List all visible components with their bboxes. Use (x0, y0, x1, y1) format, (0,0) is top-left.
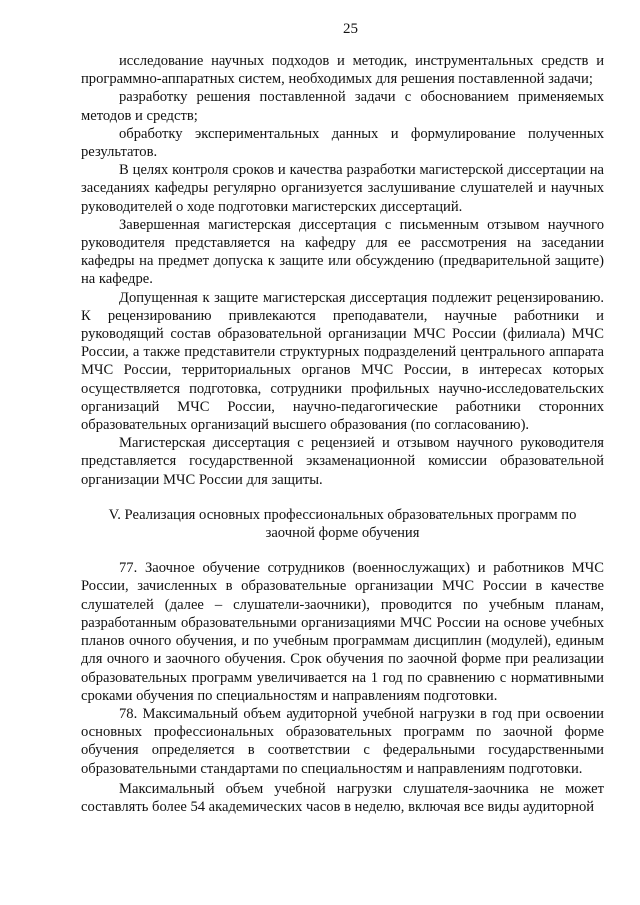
paragraph-data-processing: обработку экспериментальных данных и формулирование полученных результатов. (81, 125, 604, 161)
paragraph-defense-submission: Магистерская диссертация с рецензией и отзывом научного руководителя представляется государственной экзаменационной комиссии образовательной организации МЧС России для защиты. (81, 435, 604, 488)
page-number: 25 (343, 21, 358, 37)
section-heading: V. Реализация основных профессиональных образовательных программ по заочной форме обучения (108, 506, 577, 542)
paragraph-research: исследование научных подходов и методик, инструментальных средств и программно-аппаратных систем, необходимых для решения поставленной задачи; (81, 53, 604, 88)
body-text (81, 52, 604, 489)
paragraph-77: 77. Заочное обучение сотрудников (военнослужащих) и работников МЧС России, зачисленных в образовательные организации МЧС России в качестве слушателей (далее – слушатели-заочники), проводится по учебным планам, разработанным образовательными организациями МЧС России на основе учебных планов очного обучения, и по учебным программам дисциплин (модулей), единым для очного и заочного обучения. Срок обучения по заочной форме при реализации образовательных программ увеличивается на 1 год по сравнению с нормативными сроками обучения по специальностям и направлениям подготовки. (81, 560, 604, 704)
section-body (81, 559, 604, 816)
paragraph-completed-dissertation: Завершенная магистерская диссертация с письменным отзывом научного руководителя представляется на кафедру для ее рассмотрения на заседании кафедры на предмет допуска к защите или обсуждению (предварительной защите) на кафедре. (81, 216, 604, 288)
paragraph-solution-development: разработку решения поставленной задачи с обоснованием применяемых методов и средств; (81, 89, 604, 124)
paragraph-78: 78. Максимальный объем аудиторной учебной нагрузки в год при освоении основных профессиональных образовательных программ по заочной форме обучения определяется в соответствии с федеральными государственными образовательными стандартами по специальностям и направлениям подготовки. (81, 705, 604, 777)
paragraph-progress-control: В целях контроля сроков и качества разработки магистерской диссертации на заседаниях кафедры регулярно организуется заслушивание слушателей и научных руководителей о ходе подготовки магистерских диссертаций. (81, 162, 604, 215)
paragraph-reviewing: Допущенная к защите магистерская диссертация подлежит рецензированию. К рецензированию привлекаются преподаватели, научные работники и руководящий состав образовательной организации МЧС России (филиала) МЧС России, а также представители структурных подразделений центрального аппарата МЧС России, территориальных органов МЧС России, в интересах которых осуществляется подготовка, сотрудники профильных научно-исследовательских организаций МЧС России, научно-педагогические работники сторонних образовательных организаций высшего образования (по согласованию). (81, 289, 604, 434)
paragraph-max-load: Максимальный объем учебной нагрузки слушателя-заочника не может составлять более 54 академических часов в неделю, включая все виды аудиторной (81, 780, 604, 815)
